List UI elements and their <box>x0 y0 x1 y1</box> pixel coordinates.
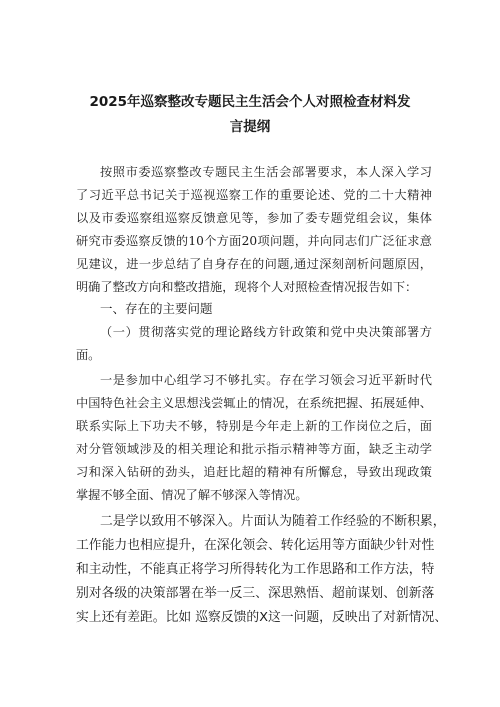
point2-line: 二是学以致用不够深入。片面认为随着工作经验的不断积累， <box>100 514 446 529</box>
point2-line: 工作能力也相应提升，在深化领会、转化运用等方面缺少针对性 <box>76 538 435 553</box>
subsection-heading-line: 面。 <box>76 348 101 362</box>
point1-line: 掌握不够全面、情况了解不够深入等情况。 <box>76 488 308 502</box>
section-heading: 一、存在的主要问题 <box>100 301 213 316</box>
point1-line: 对分管领域涉及的相关理论和批示指示精神等方面，缺乏主动学 <box>76 442 432 456</box>
point1-line: 一是参加中心组学习不够扎实。存在学习领会习近平新时代 <box>100 373 432 387</box>
point1-line: 联系实际上下功夫不够，特别是今年走上新的工作岗位之后，面 <box>76 419 432 433</box>
point2-line: 和主动性，不能真正将学习所得转化为工作思路和工作方法，特 <box>76 562 435 577</box>
document-title-line-2: 言提纲 <box>229 119 271 135</box>
intro-line: 以及市委巡察组巡察反馈意见等，参加了委专题党组会议，集体 <box>76 211 432 225</box>
intro-line: 明确了整改方向和整改措施，现将个人对照检查情况报告如下： <box>76 280 418 294</box>
point2-line: 实上还有差距。比如 巡察反馈的X这一问题，反映出了对新情况、 <box>76 610 448 625</box>
intro-line: 见建议，进一步总结了自身存在的问题,通过深刻剖析问题原因， <box>76 257 432 271</box>
point2-line: 别对各级的决策部署在举一反三、深思熟悟、超前谋划、创新落 <box>76 586 435 601</box>
subsection-heading-line: （一）贯彻落实党的理论路线方针政策和党中央决策部署方 <box>100 325 432 339</box>
point1-line: 习和深入钻研的劲头，追赶比超的精神有所懈怠，导致出现政策 <box>76 465 432 479</box>
point1-line: 中国特色社会主义思想浅尝辄止的情况，在系统把握、拓展延伸、 <box>76 396 432 410</box>
document-title-line-1: 2025年巡察整改专题民主生活会个人对照检查材料发 <box>89 94 411 110</box>
intro-line: 研究市委巡察反馈的10个方面20项问题，并向同志们广泛征求意 <box>76 234 432 248</box>
intro-line: 了习近平总书记关于巡视巡察工作的重要论述、党的二十大精神 <box>76 188 432 202</box>
intro-line: 按照市委巡察整改专题民主生活会部署要求，本人深入学习 <box>100 165 432 179</box>
